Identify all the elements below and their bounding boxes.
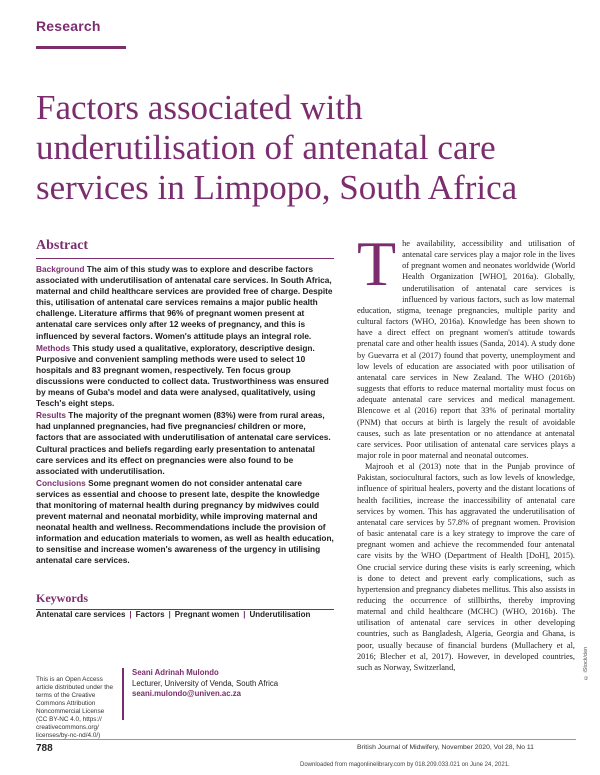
results-text: The majority of the pregnant women (83%) were from rural areas, had unplanned pregnancies, had five pregnancies/ children or more, factors that are associated with underutilisation of antenatal care services. Cultural practices and beliefs regarding early presentation to antenatal care services and its effect on pregnancies were also found to be associated with underutilisation. — [36, 410, 331, 476]
conclusions-text: Some pregnant women do not consider antenatal care services as essential and choose to present late, despite the knowledge that monitoring of maternal health during pregnancy by midwives could prevent maternal and neonatal morbidity, while improving maternal and neonatal health and wellness. Recommendations include the provision of information and education materials to women, as well as health education, to sensitise and increase women's awareness of the urgency in utilising antenatal care services. — [36, 477, 334, 566]
keyword-separator: | — [168, 610, 171, 619]
abstract-heading: Abstract — [36, 238, 334, 259]
abstract-conclusions — [36, 478, 334, 567]
keyword-separator: | — [129, 610, 132, 619]
author-name: Seani Adrinah Mulondo — [132, 668, 219, 677]
keywords-list — [36, 610, 310, 619]
section-label: Research — [36, 18, 101, 34]
abstract-methods — [36, 343, 334, 410]
abstract-results — [36, 410, 334, 477]
keyword: Underutilisation — [249, 610, 311, 619]
section-rule — [36, 46, 126, 49]
page-number: 788 — [36, 743, 53, 754]
abstract-background — [36, 264, 334, 342]
keyword-separator: | — [243, 610, 246, 619]
footer-divider — [36, 739, 576, 740]
abstract-panel — [36, 238, 334, 568]
methods-text: This study used a qualitative, exploratory, descriptive design. Purposive and convenient sampling methods were used to select 10 hospitals and 83 pregnant women, respectively. Ten focus group discussions were conducted to collect data. Trustworthiness was ensured by means of Guba's model and data were analysed, qualitatively, using Tesch's eight steps. — [36, 342, 329, 409]
conclusions-label: Conclusions — [36, 477, 86, 488]
image-credit: © iStock/den — [583, 646, 589, 680]
author-affiliation: Lecturer, University of Venda, South Africa — [132, 678, 279, 688]
license-note: This is an Open Access article distributed under the terms of the Creative Commons Attribution Noncommercial License (CC BY-NC 4.0, https:// creativecommons.org/ licenses/by-nc-nd/4.0/) — [36, 676, 114, 739]
background-label: Background — [36, 264, 85, 274]
journal-citation: British Journal of Midwifery, November 2020, Vol 28, No 11 — [357, 744, 534, 751]
body-text — [357, 228, 575, 673]
keyword: Antenatal care services — [36, 610, 126, 619]
keyword: Factors — [135, 610, 165, 619]
body-paragraph: he availability, accessibility and utilisation of antenatal care services play a major role in the lives of pregnant women and neonates worldwide (World Health Organization [WHO], 2016a). Globally, underutilisation of antenatal care services is influenced by various factors, such as low maternal education, stigma, teenage pregnancies, multiple parity and cultural factors (WHO, 2016a). Knowledge has been shown to have a direct effect on pregnant women's attitude towards prenatal care and other health issues (Sanda, 2014). A study done by Guevarra et al (2017) found that poverty, unemployment and low levels of education are associated with poor utilisation of antenatal care services in New Zealand. The WHO (2016b) suggests that efforts to reduce maternal mortality must focus on adequate antenatal care services and medical management. Blencowe et al (2016) report that 33% of perinatal mortality (PNM) that occurs at birth is largely the result of avoidable causes, such as late presentation or no attendance at antenatal care services. Poor utilisation of antenatal care services plays a major role in poor maternal and neonatal outcomes. — [357, 239, 575, 460]
author-info — [122, 668, 346, 720]
body-paragraph: Majrooh et al (2013) note that in the Punjab province of Pakistan, sociocultural factors, such as low levels of knowledge, influence of spiritual healers, poverty and the distant locations of health facilities, increase the inaccessibility of antenatal care services by women. This has aggravated the underutilisation of antenatal care services by 57.8% of pregnant women. Provision of basic antenatal care is a key strategy to improve the care of pregnant women and achieve the recommended four antenatal care visits by the WHO (Department of Health [DoH], 2015). One crucial service during these visits is early screening, which is done to detect and prevent early complications, such as hypertension and pregnancy diabetes mellitus. This also assists in reducing the occurrence of stillbirths, thereby improving maternal and child healthcare (MCHC) (WHO, 2016b). The utilisation of antenatal care services in other developing countries, such as Bangladesh, Algeria, Georgia and Ghana, is poor, usually because of financial burdens (Mullachery et al, 2016; Blecher et al, 2017). However, in developed countries, such as Norway, Switzerland, — [357, 462, 575, 672]
drop-cap: T — [357, 228, 397, 299]
keywords-heading: Keywords — [36, 591, 334, 610]
download-notice: Downloaded from magonlinelibrary.com by 018.209.033.021 on June 24, 2021. — [300, 762, 510, 768]
results-label: Results — [36, 410, 66, 421]
keyword: Pregnant women — [174, 610, 240, 619]
author-email-link[interactable]: seani.mulondo@univen.ac.za — [132, 689, 241, 698]
article-title: Factors associated with underutilisation of antenatal care services in Limpopo, South Africa — [36, 88, 518, 207]
methods-label: Methods — [36, 342, 71, 353]
background-text: The aim of this study was to explore and describe factors associated with underutilisation of antenatal care services. In South Africa, maternal and child healthcare services are provided free of charge. Despite this, utilisation of antenatal care services remains a major public health challenge. Literature affirms that 96% of pregnant women present at antenatal care services only after 12 weeks of pregnancy, and this is influenced by several factors. Women's attitude plays an integral role. — [36, 264, 333, 341]
